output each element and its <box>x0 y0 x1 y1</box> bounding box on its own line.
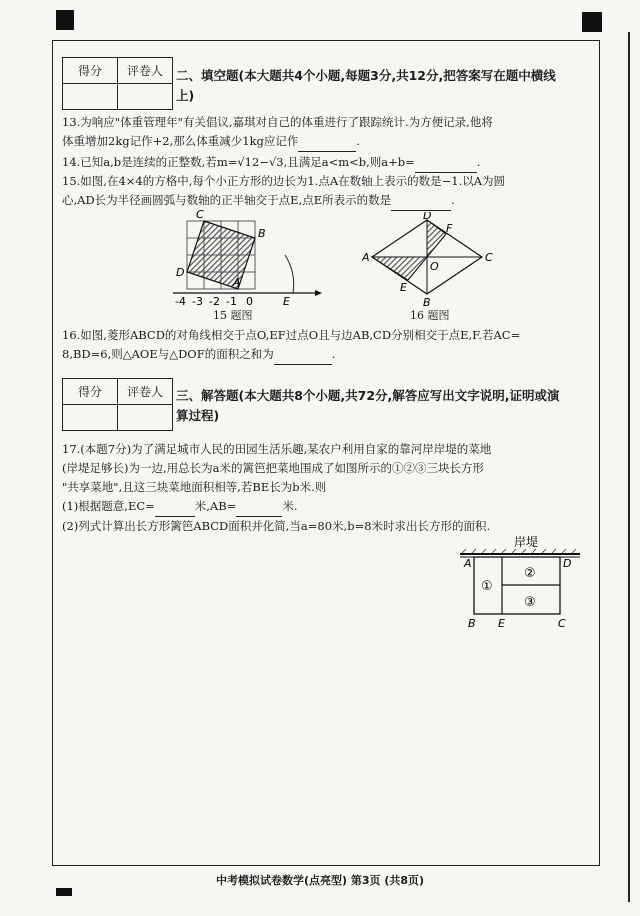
score-header: 得分 <box>63 379 118 405</box>
label-E: E <box>498 617 505 630</box>
label-C: C <box>558 617 566 630</box>
score-cell[interactable] <box>63 405 118 431</box>
tick-label: -1 <box>226 295 237 308</box>
bank-hatch <box>462 549 576 553</box>
region-2: ② <box>524 566 536 581</box>
label-B: B <box>423 296 431 307</box>
label-D: D <box>423 212 432 222</box>
registration-mark-bottom-left <box>56 888 72 896</box>
answer-blank-17-ec[interactable] <box>155 497 195 517</box>
tick-label: 0 <box>246 295 253 308</box>
label-C: C <box>196 208 204 221</box>
answer-blank-15[interactable] <box>391 191 451 211</box>
binding-line <box>628 32 630 902</box>
grader-header: 评卷人 <box>118 379 173 405</box>
score-table-section3 <box>62 378 173 431</box>
label-C: C <box>485 251 493 264</box>
arc <box>285 255 294 293</box>
label-E: E <box>283 295 290 308</box>
figure-15-caption: 15 题图 <box>213 309 253 322</box>
answer-blank-13[interactable] <box>298 132 356 152</box>
label-O: O <box>430 260 439 273</box>
label-A: A <box>233 276 241 289</box>
triangle-DOF <box>427 220 446 257</box>
registration-mark-top-right <box>582 12 602 32</box>
tick-label: -3 <box>192 295 203 308</box>
grader-cell[interactable] <box>118 405 173 431</box>
score-cell[interactable] <box>63 84 118 110</box>
tick-label: -2 <box>209 295 220 308</box>
label-A: A <box>464 557 472 570</box>
tilted-square <box>187 221 255 289</box>
label-A: A <box>362 251 370 264</box>
grader-cell[interactable] <box>118 84 173 110</box>
bank-label: 岸堤 <box>514 535 539 549</box>
section3-title: 三、解答题(本大题共8个小题,共72分,解答应写出文字说明,证明或演 算过程) <box>176 388 560 423</box>
question-14: 14.已知a,b是连续的正整数,若m=√12−√3,且满足a<m<b,则a+b= . <box>62 153 592 173</box>
label-B: B <box>258 227 266 240</box>
registration-mark-top-left <box>56 10 74 30</box>
triangle-AOE <box>372 257 427 280</box>
region-3: ③ <box>524 595 536 610</box>
answer-blank-16[interactable] <box>274 345 332 365</box>
label-F: F <box>446 222 453 235</box>
score-header: 得分 <box>63 58 118 84</box>
tick-label: -4 <box>175 295 186 308</box>
grader-header: 评卷人 <box>118 58 173 84</box>
question-17: 17.(本题7分)为了满足城市人民的田园生活乐趣,某农户利用自家的靠河岸岸堤的菜地 (岸堤足够长)为一边,用总长为a米的篱笆把菜地围成了如图所示的①②③三块长方形 "共享菜地",且这三块菜地面积相等,若BE长为b米.则 (1)根据题意,EC= 米,AB= 米. (2)列式计算出长方形篱笆ABCD面积并化简,当a=80米,b=8米时求出长方形的面积. <box>62 442 492 533</box>
answer-blank-14[interactable] <box>415 153 477 173</box>
label-B: B <box>468 617 476 630</box>
answer-blank-17-ab[interactable] <box>236 497 282 517</box>
region-1: ① <box>481 579 493 594</box>
number-line-arrow <box>315 290 322 296</box>
figure-16 <box>362 212 502 307</box>
label-D: D <box>176 266 185 279</box>
page-footer: 中考模拟试卷数学(点亮型) 第3页 (共8页) <box>215 874 425 887</box>
question-16: 16.如图,菱形ABCD的对角线相交于点O,EF过点O且与边AB,CD分别相交于点E,F.若AC= 8,BD=6,则△AOE与△DOF的面积之和为 . <box>62 326 592 365</box>
section2-title: 二、填空题(本大题共4个小题,每题3分,共12分,把答案写在题中横线 上) <box>176 68 556 103</box>
label-D: D <box>563 557 572 570</box>
question-15: 15.如图,在4×4的方格中,每个小正方形的边长为1.点A在数轴上表示的数是−1.以A为圆 心,AD长为半径画圆弧与数轴的正半轴交于点E,点E所表示的数是 . <box>62 172 592 211</box>
figure-16-caption: 16 题图 <box>410 309 450 322</box>
score-table-section2 <box>62 57 173 110</box>
label-E: E <box>400 281 407 294</box>
question-13: 13.为响应"体重管理年"有关倡议,嘉琪对自己的体重进行了跟踪统计.为方便记录,他将 体重增加2kg记作+2,那么体重减少1kg应记作 . <box>62 113 592 152</box>
figure-17 <box>456 534 586 636</box>
